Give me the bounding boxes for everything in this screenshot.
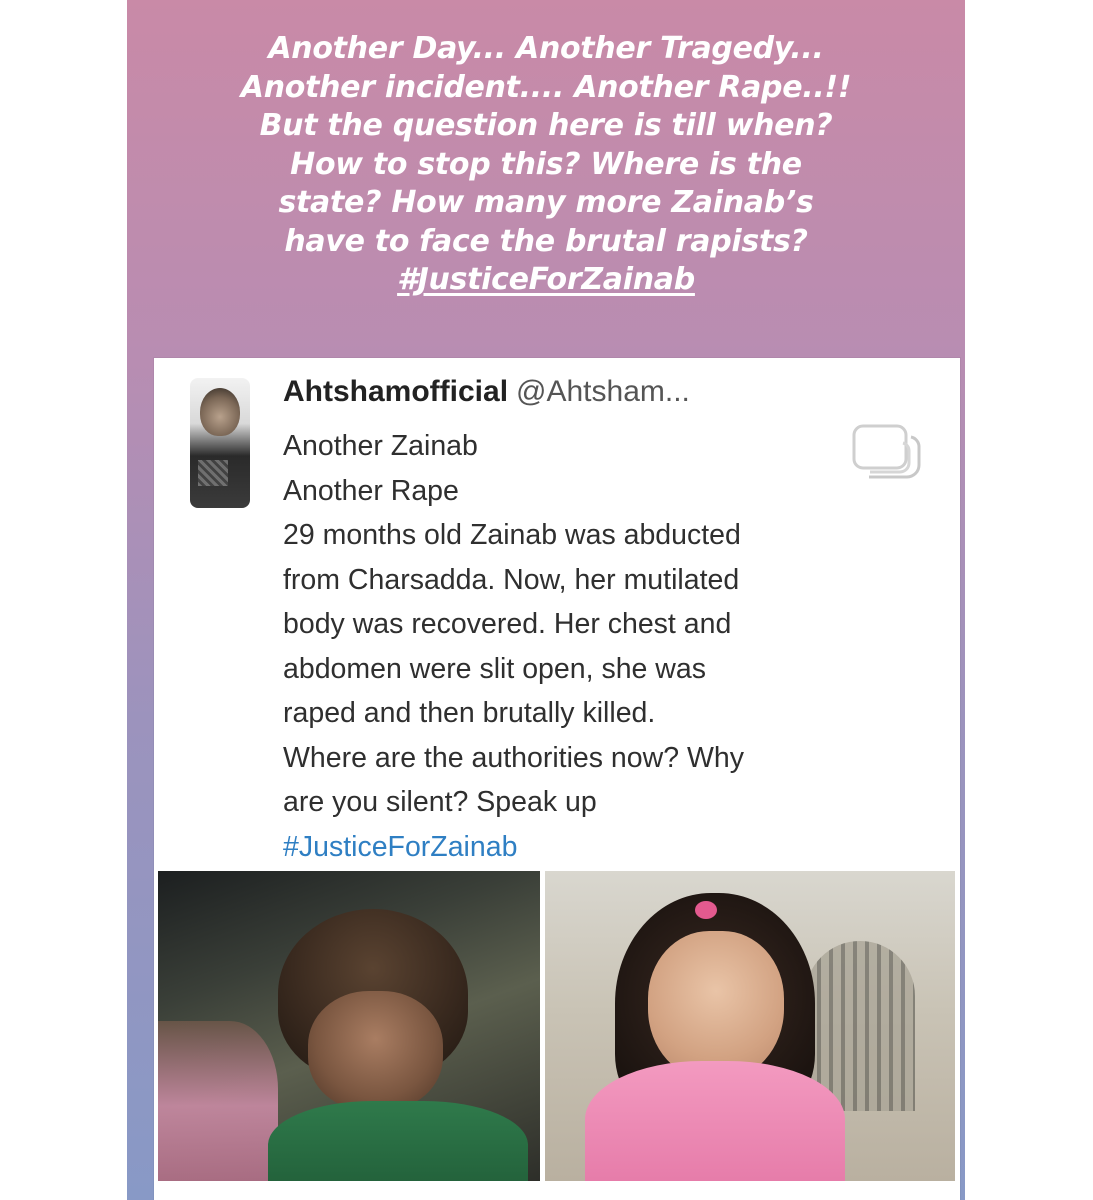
caption-hashtag-link[interactable]: #JusticeForZainab [397,262,695,297]
tweet-line: raped and then brutally killed. [283,697,656,729]
copy-icon[interactable] [851,423,923,481]
caption-line: But the question here is till when? [259,108,833,143]
child-shirt [268,1101,528,1181]
tweet-line: Another Rape [283,474,459,507]
tweet-body [283,424,843,869]
girl-jacket [585,1061,845,1181]
girl-face [648,931,784,1081]
tweet-hashtag-link[interactable]: #JusticeForZainab [283,830,518,863]
story-caption [127,30,965,300]
caption-line: have to face the brutal rapists? [284,223,808,259]
tweet-line: abdomen were slit open, she was [283,652,706,685]
display-name-link[interactable]: Ahtshamofficial [283,375,509,408]
tweet-card [154,358,960,1200]
tweet-line: body was recovered. Her chest and [283,608,732,640]
user-avatar[interactable] [190,378,250,508]
avatar-head [200,388,240,436]
tweet-header [283,372,690,412]
tweet-line: are you silent? Speak up [283,786,597,818]
tweet-line: 29 months old Zainab was abducted [283,519,741,551]
user-handle[interactable]: @Ahtsham... [516,375,690,408]
caption-line: Another incident.... Another Rape..!! [240,69,852,105]
tweet-line: from Charsadda. Now, her mutilated [283,563,740,596]
tweet-photo-right[interactable] [545,871,955,1181]
hair-clip [695,901,717,919]
child-face [308,991,443,1111]
tweet-photo-left[interactable] [158,871,540,1181]
caption-line: How to stop this? Where is the [290,146,802,182]
tweet-line: Where are the authorities now? Why [283,741,744,774]
story-background [127,0,965,1200]
tweet-line: Another Zainab [283,430,478,462]
second-child-figure [158,1021,278,1181]
caption-line: state? How many more Zainab’s [278,185,814,220]
caption-line: Another Day... Another Tragedy... [268,31,824,66]
avatar-shirt-print [198,460,228,486]
